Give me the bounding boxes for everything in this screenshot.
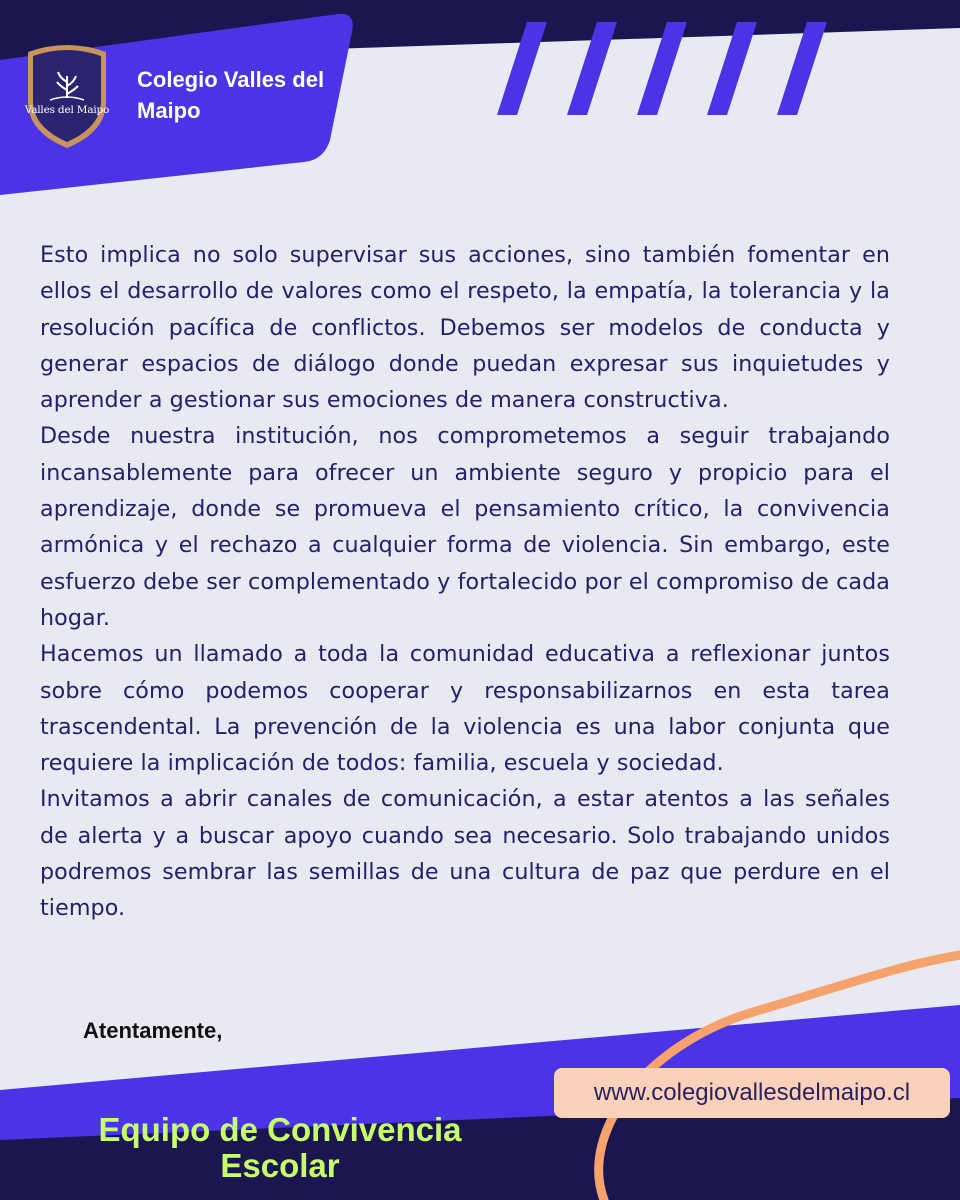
paragraph: Hacemos un llamado a toda la comunidad educativa a reflexionar juntos sobre cómo podemos cooperar y responsabilizarnos en esta tarea trascendental. La prevención de la violencia es una labor conjunta que requiere la implicación de todos: familia, escuela y sociedad. [40,641,890,777]
crest-shield-icon [22,40,112,150]
school-crest [22,40,112,150]
paragraph: Invitamos a abrir canales de comunicación, a estar atentos a las señales de alerta y a buscar apoyo cuando sea necesario. Solo trabajando unidos podremos sembrar las semillas de una cultura de paz que perdure en el tiempo. [40,786,890,922]
team-signature: Equipo de Convivencia Escolar [98,1111,462,1184]
paragraph: Esto implica no solo supervisar sus acciones, sino también fomentar en ellos el desarrollo de valores como el respeto, la empatía, la tolerancia y la resolución pacífica de conflictos. Debemos ser modelos de conducta y generar espacios de diálogo donde puedan expresar sus inquietudes y aprender a gestionar sus emociones de manera constructiva. [40,242,890,414]
crest-text: Valles del Maipo [24,104,110,116]
closing-salutation: Atentamente, [83,1018,223,1043]
paragraph: Desde nuestra institución, nos comprometemos a seguir trabajando incansablemente para ofrecer un ambiente seguro y propicio para el aprendizaje, donde se promueva el pensamiento crítico, la convivencia armónica y el rechazo a cualquier forma de violencia. Sin embargo, este esfuerzo debe ser complementado y fortalecido por el compromiso de cada hogar. [40,423,890,631]
school-name: Colegio Valles del Maipo [137,67,325,123]
website-link[interactable]: www.colegiovallesdelmaipo.cl [554,1068,950,1118]
letter-body [40,237,890,927]
